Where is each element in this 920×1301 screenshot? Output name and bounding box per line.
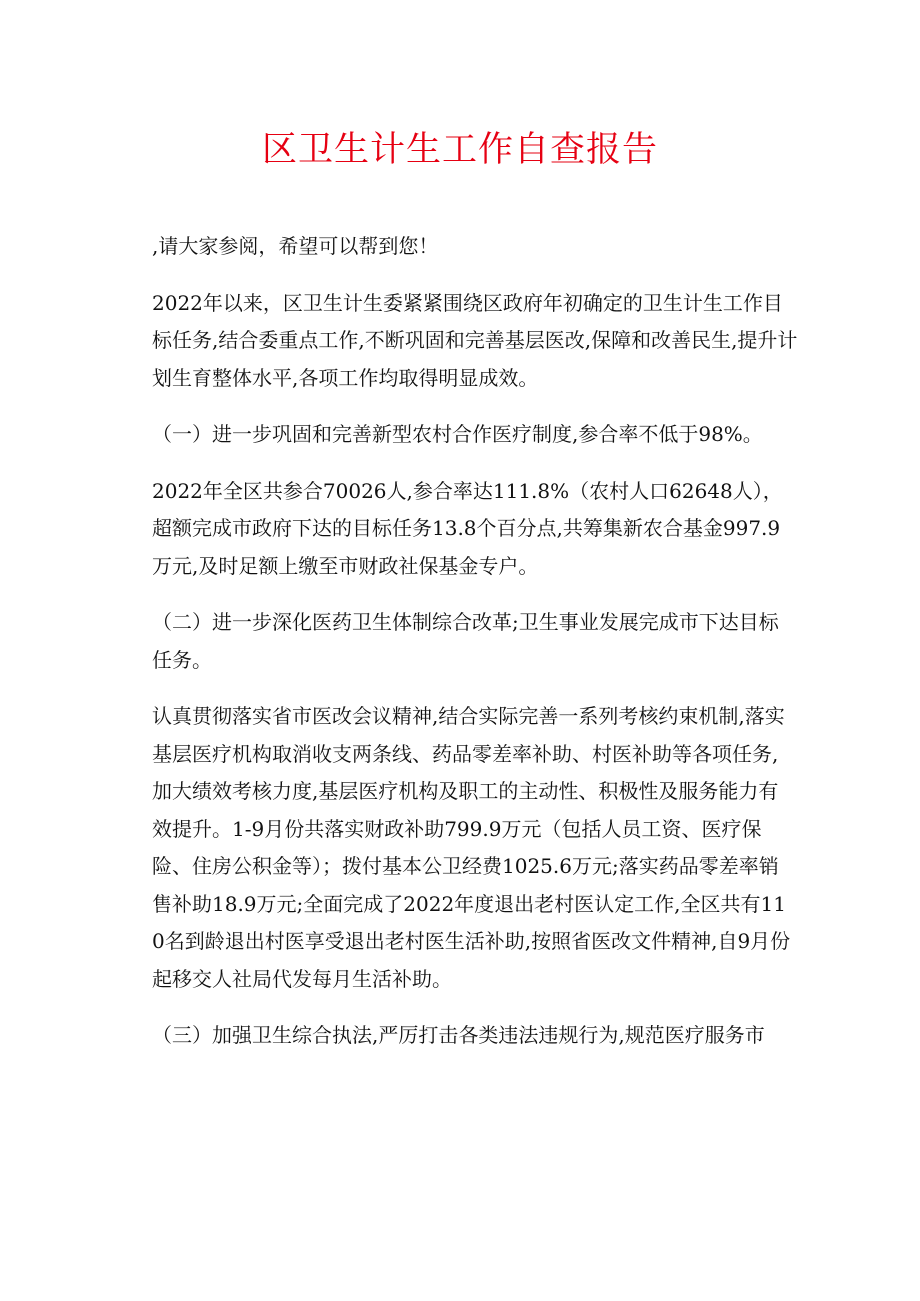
section-heading-1: （一）进一步巩固和完善新型农村合作医疗制度,参合率不低于98%。 [152, 422, 763, 446]
section-heading-2: （二）进一步深化医药卫生体制综合改革;卫生事业发展完成市下达目标任务。 [152, 610, 779, 672]
paragraph-overview: 2022年以来，区卫生计生委紧紧围绕区政府年初确定的卫生计生工作目标任务,结合委重点工作,不断巩固和完善基层医改,保障和改善民生,提升计划生育整体水平,各项工作均取得明显成效。 [152, 290, 798, 390]
section-heading-3: （三）加强卫生综合执法,严厉打击各类违法违规行为,规范医疗服务市 [152, 1023, 765, 1047]
paragraph-section-1: 2022年全区共参合70026人,参合率达111.8%（农村人口62648人），超额完成市政府下达的目标任务13.8个百分点,共筹集新农合基金997.9万元,及时足额上缴至市财政社保基金专户。 [152, 478, 783, 578]
document-body [152, 228, 798, 1074]
paragraph-intro: ,请大家参阅，希望可以帮到您！ [152, 234, 439, 258]
document-title: 区卫生计生工作自查报告 [261, 130, 658, 170]
paragraph-section-2: 认真贯彻落实省市医改会议精神,结合实际完善一系列考核约束机制,落实基层医疗机构取消收支两条线、药品零差率补助、村医补助等各项任务,加大绩效考核力度,基层医疗机构及职工的主动性、积极性及服务能力有效提升。1-9月份共落实财政补助799.9万元（包括人员工资、医疗保险、住房公积金等）；拨付基本公卫经费1025.6万元;落实药品零差率销售补助18.9万元;全面完成了2022年度退出老村医认定工作,全区共有110名到龄退出村医享受退出老村医生活补助,按照省医改文件精神,自9月份起移交人社局代发每月生活补助。 [152, 704, 791, 991]
